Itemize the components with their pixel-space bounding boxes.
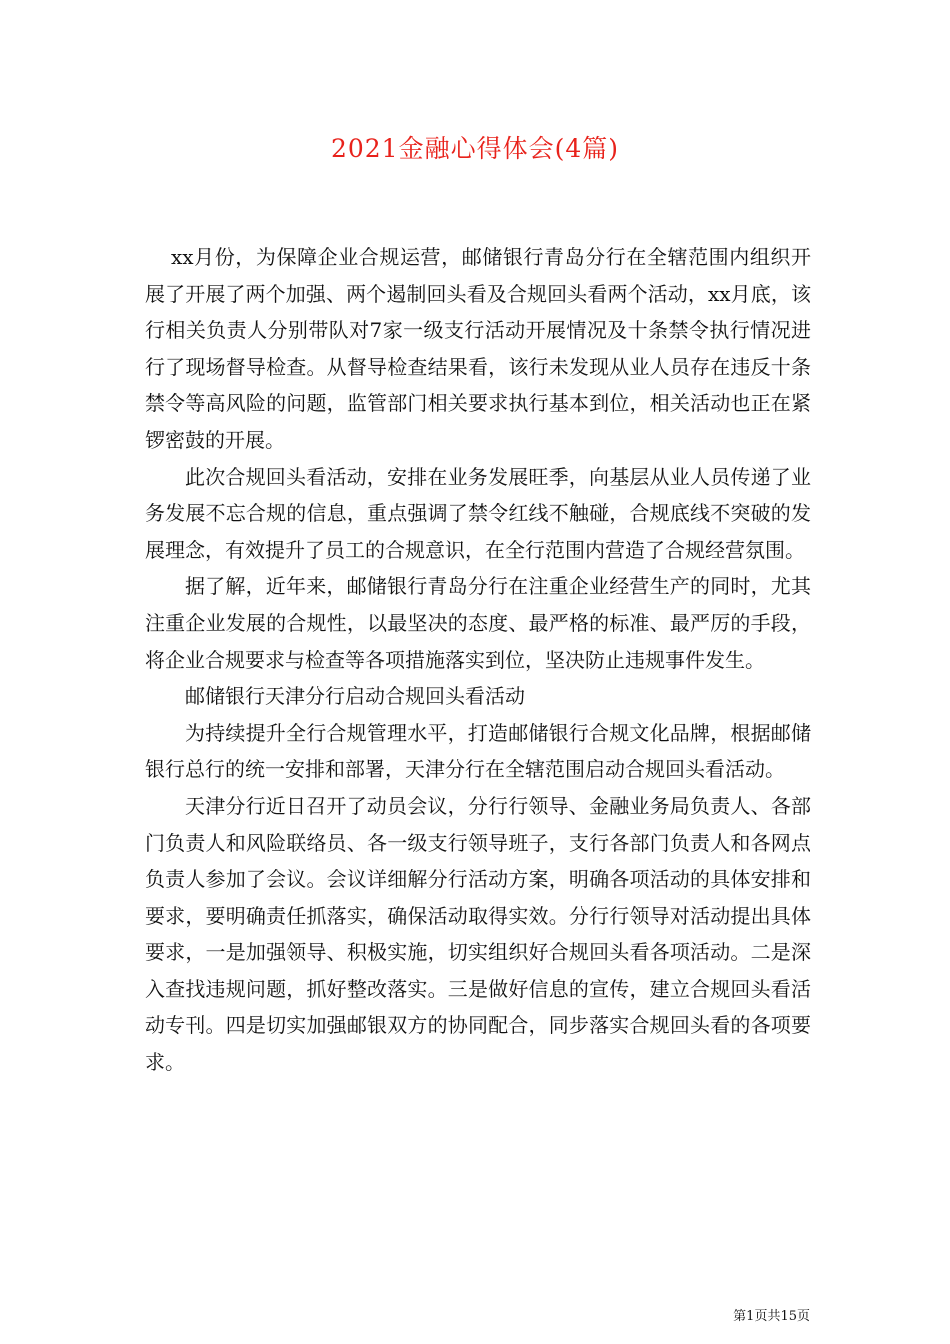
paragraph-2: 此次合规回头看活动，安排在业务发展旺季，向基层从业人员传递了业务发展不忘合规的信息，重点强调了禁令红线不触碰，合规底线不突破的发展理念，有效提升了员工的合规意识，在全行范围内营造了合规经营氛围。 (145, 464, 811, 562)
page-number-footer: 第1页共15页 (733, 1309, 810, 1324)
paragraph-4: 为持续提升全行合规管理水平，打造邮储银行合规文化品牌，根据邮储银行总行的统一安排和部署，天津分行在全辖范围启动合规回头看活动。 (145, 720, 811, 782)
document-title: 2021金融心得体会(4篇) (330, 134, 620, 163)
document-body (145, 239, 811, 1081)
section-heading: 邮储银行天津分行启动合规回头看活动 (185, 684, 525, 709)
paragraph-3: 据了解，近年来，邮储银行青岛分行在注重企业经营生产的同时，尤其注重企业发展的合规性，以最坚决的态度、最严格的标准、最严厉的手段，将企业合规要求与检查等各项措施落实到位，坚决防止违规事件发生。 (145, 574, 811, 672)
paragraph-1: xx月份，为保障企业合规运营，邮储银行青岛分行在全辖范围内组织开展了开展了两个加强、两个遏制回头看及合规回头看两个活动，xx月底，该行相关负责人分别带队对7家一级支行活动开展情况及十条禁令执行情况进行了现场督导检查。从督导检查结果看，该行未发现从业人员存在违反十条禁令等高风险的问题，监管部门相关要求执行基本到位，相关活动也正在紧锣密鼓的开展。 (145, 245, 811, 452)
paragraph-5: 天津分行近日召开了动员会议，分行行领导、金融业务局负责人、各部门负责人和风险联络员、各一级支行领导班子，支行各部门负责人和各网点负责人参加了会议。会议详细解分行活动方案，明确各项活动的具体安排和要求，要明确责任抓落实，确保活动取得实效。分行行领导对活动提出具体要求，一是加强领导、积极实施，切实组织好合规回头看各项活动。二是深入查找违规问题，抓好整改落实。三是做好信息的宣传，建立合规回头看活动专刊。四是切实加强邮银双方的协同配合，同步落实合规回头看的各项要求。 (145, 793, 811, 1075)
